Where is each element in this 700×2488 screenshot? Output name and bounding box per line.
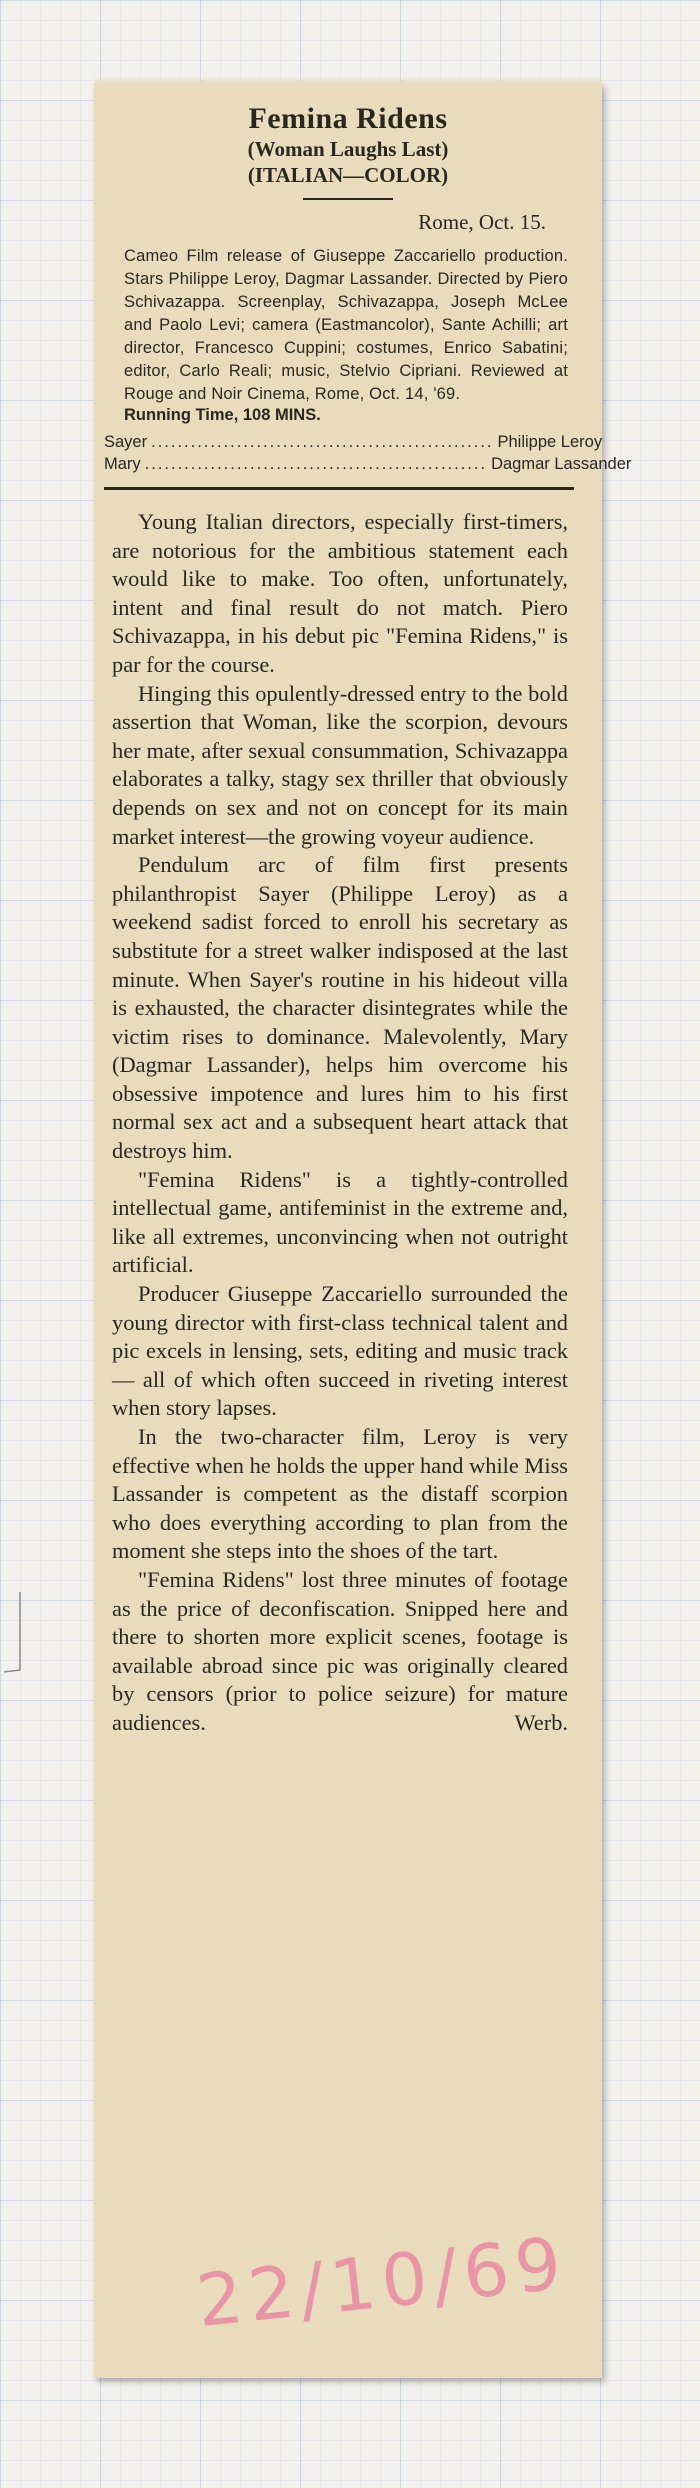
- cast-actor: Philippe Leroy: [497, 433, 603, 451]
- running-time: Running Time, 108 MINS.: [124, 406, 321, 424]
- handwritten-date: 22/10/69: [192, 2220, 571, 2344]
- review-header: [94, 82, 602, 200]
- cast-role: Mary: [104, 455, 141, 473]
- cast-actor: Dagmar Lassander: [491, 455, 632, 473]
- body-paragraph: Young Italian directors, especially first-timers, are notorious for the ambitious statement each would like to make. Too often, unfortunately, intent and final result do not match. Piero Schivazappa, in his debut pic "Femina Ridens," is par for the course.: [112, 509, 568, 677]
- leader-dots: ....................................................: [144, 455, 488, 473]
- dateline: Rome, Oct. 15.: [418, 210, 546, 234]
- review-title: Femina Ridens: [248, 102, 448, 135]
- reviewer-signature: Werb.: [514, 1709, 568, 1735]
- credits-block: Cameo Film release of Giuseppe Zaccariello production. Stars Philippe Leroy, Dagmar Lassander. Directed by Piero Schivazappa. Screenplay, Schivazappa, Joseph McLee and Paolo Levi; camera (Eastmancolor), Sante Achilli; art director, Francesco Cuppini; costumes, Enrico Sabatini; editor, Carlo Reali; music, Stelvio Cipriani. Reviewed at Rouge and Noir Cinema, Rome, Oct. 14, '69.: [124, 247, 568, 403]
- review-format: (ITALIAN—COLOR): [247, 163, 449, 187]
- leader-dots: ....................................................: [151, 433, 494, 451]
- cast-list: [104, 431, 632, 475]
- body-paragraph: "Femina Ridens" is a tightly-controlled intellectual game, antifeminist in the extreme and, like all extremes, unconvincing when not outright artificial.: [112, 1166, 568, 1278]
- cast-role: Sayer: [104, 433, 148, 451]
- section-divider: [104, 487, 574, 490]
- review-subtitle: (Woman Laughs Last): [247, 137, 449, 161]
- body-paragraph: Producer Giuseppe Zaccariello surrounded the young director with first-class technical talent and pic excels in lensing, sets, editing and music track — all of which often succeed in riveting interest when story lapses.: [112, 1281, 568, 1421]
- body-paragraph: In the two-character film, Leroy is very effective when he holds the upper hand while Miss Lassander is competent as the distaff scorpion who does everything according to plan from the moment she steps into the shoes of the tart.: [112, 1424, 568, 1564]
- pencil-bracket-mark: [0, 1590, 24, 1680]
- cast-row: [104, 431, 603, 453]
- body-paragraph: Pendulum arc of film first presents philanthropist Sayer (Philippe Leroy) as a weekend sadist forced to enroll his secretary as substitute for a street walker indisposed at the last minute. When Sayer's routine in his hideout villa is exhausted, the character disintegrates while the victim rises to dominance. Malevolently, Mary (Dagmar Lassander), helps him overcome his obsessive impotence and lures him to his first normal sex act and a subsequent heart attack that destroys him.: [112, 852, 568, 1164]
- review-body: [112, 508, 568, 1738]
- body-paragraph: Hinging this opulently-dressed entry to the bold assertion that Woman, like the scorpion, devours her mate, after sexual consummation, Schivazappa elaborates a talky, stagy sex thriller that obviously depends on sex and not on concept for its main market interest—the growing voyeur audience.: [112, 680, 568, 849]
- cast-row: [104, 453, 632, 475]
- last-paragraph-text: "Femina Ridens" lost three minutes of footage as the price of deconfiscation. Snipped here and there to shorten more explicit scenes, footage is available abroad since pic was originally cleared by censors (prior to police seizure) for mature audiences.: [112, 1566, 568, 1735]
- newspaper-clipping: [94, 82, 632, 2378]
- header-rule: [303, 198, 393, 200]
- body-paragraph: [112, 1566, 568, 1738]
